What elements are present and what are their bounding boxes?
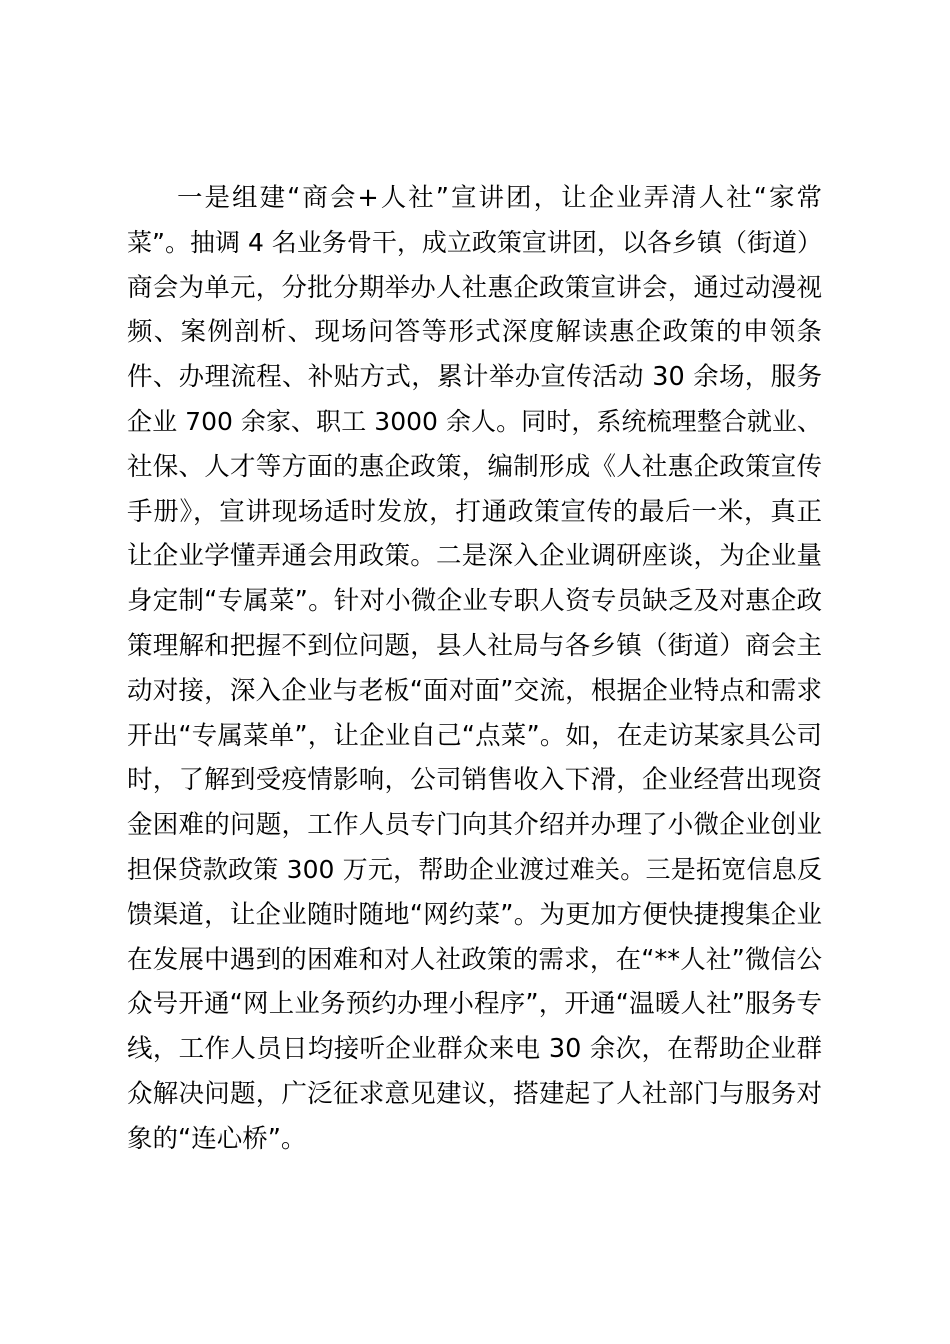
paragraph-line: 线，工作人员日均接听企业群众来电 30 余次，在帮助企业群	[127, 1034, 822, 1065]
paragraph-line: 众号开通“网上业务预约办理小程序”，开通“温暖人社”服务专	[127, 989, 822, 1020]
paragraph-line: 馈渠道，让企业随时随地“网约菜”。为更加方便快捷搜集企业	[127, 899, 822, 930]
paragraph-line: 手册》，宣讲现场适时发放，打通政策宣传的最后一米，真正	[127, 496, 822, 527]
paragraph-line: 众解决问题，广泛征求意见建议，搭建起了人社部门与服务对	[127, 1078, 822, 1109]
paragraph-line: 在发展中遇到的困难和对人社政策的需求，在“**人社”微信公	[127, 944, 822, 975]
body-paragraph	[127, 176, 822, 1162]
paragraph-line: 策理解和把握不到位问题，县人社局与各乡镇（街道）商会主	[127, 630, 822, 661]
paragraph-line: 金困难的问题，工作人员专门向其介绍并办理了小微企业创业	[127, 810, 822, 841]
paragraph-line: 菜”。抽调 4 名业务骨干，成立政策宣讲团，以各乡镇（街道）	[127, 227, 822, 257]
paragraph-line: 时，了解到受疫情影响，公司销售收入下滑，企业经营出现资	[127, 765, 822, 796]
paragraph-line: 身定制“专属菜”。针对小微企业专职人资专员缺乏及对惠企政	[127, 586, 822, 617]
paragraph-line: 企业 700 余家、职工 3000 余人。同时，系统梳理整合就业、	[127, 406, 822, 436]
paragraph-line: 频、案例剖析、现场问答等形式深度解读惠企政策的申领条	[127, 317, 822, 348]
paragraph-line: 动对接，深入企业与老板“面对面”交流，根据企业特点和需求	[127, 675, 822, 706]
paragraph-line: 象的“连心桥”。	[127, 1123, 307, 1154]
paragraph-line: 担保贷款政策 300 万元，帮助企业渡过难关。三是拓宽信息反	[127, 854, 822, 884]
paragraph-line: 商会为单元，分批分期举办人社惠企政策宣讲会，通过动漫视	[127, 272, 822, 303]
paragraph-line: 开出“专属菜单”，让企业自己“点菜”。如，在走访某家具公司	[127, 720, 822, 751]
paragraph-line: 一是组建“商会+人社”宣讲团，让企业弄清人社“家常	[177, 183, 822, 213]
paragraph-line: 件、办理流程、补贴方式，累计举办宣传活动 30 余场，服务	[127, 362, 822, 393]
paragraph-line: 社保、人才等方面的惠企政策，编制形成《人社惠企政策宣传	[127, 451, 822, 482]
paragraph-line: 让企业学懂弄通会用政策。二是深入企业调研座谈，为企业量	[127, 541, 822, 572]
